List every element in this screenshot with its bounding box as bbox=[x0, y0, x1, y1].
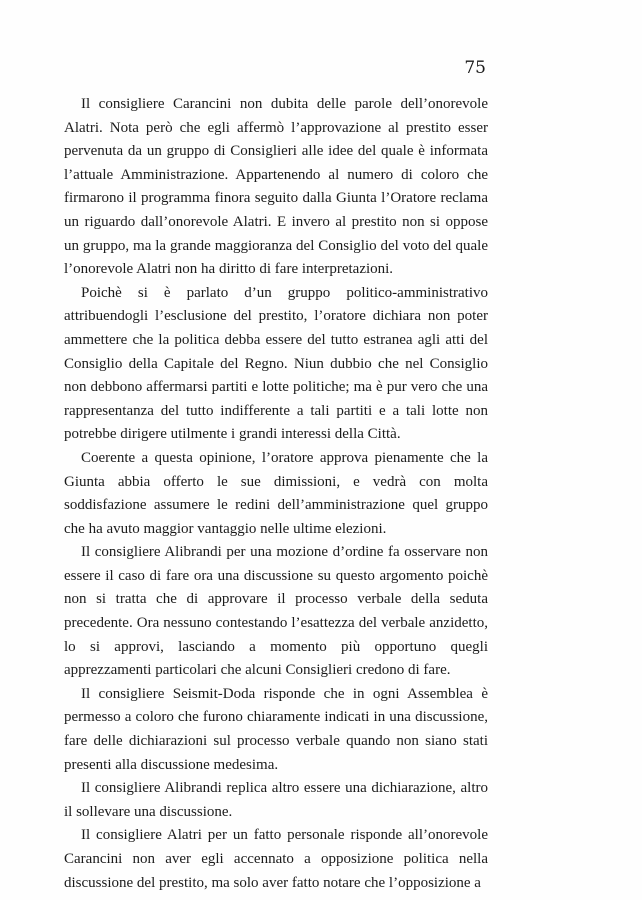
paragraph-alibrandi-mozione: Il consigliere Alibrandi per una mozione d’ordine fa osservare non essere il caso di fare ora una discussione su questo argomento poichè non si tratta che di approvare il processo verbale della seduta precedente. Ora nessuno contestando l’esattezza del verbale anzidetto, lo si approvi, lasciando a momento più opportuno quegli apprezzamenti particolari che alcuni Consiglieri credono di fare. bbox=[64, 544, 488, 679]
paragraph-seismit-doda: Il consigliere Seismit-Doda risponde che in ogni Assemblea è permesso a coloro che furono chiaramente indicati in una discussione, fare delle dichiarazioni sul processo verbale quando non siano stati presenti alla discussione medesima. bbox=[64, 685, 488, 773]
paragraph-alatri: Il consigliere Alatri per un fatto personale risponde all’onorevole Carancini non aver egli accennato a opposizione politica nella discussione del prestito, ma solo aver fatto notare che l’opposizione a bbox=[64, 827, 488, 891]
page-number: 75 bbox=[464, 58, 486, 78]
body-text bbox=[64, 93, 488, 895]
paragraph-coerente: Coerente a questa opinione, l’oratore approva pienamente che la Giunta abbia offerto le sue dimissioni, e vedrà con molta soddisfazione assumere le redini dell’amministrazione quel gruppo che ha avuto maggior vantaggio nelle ultime elezioni. bbox=[64, 449, 488, 537]
paragraph-carancini: Il consigliere Carancini non dubita delle parole dell’onorevole Alatri. Nota però che egli affermò l’approvazione al prestito esser pervenuta da un gruppo di Consiglieri alle idee del quale è informata l’attuale Amministrazione. Appartenendo al numero di coloro che firmarono il programma finora seguito dalla Giunta l’Oratore reclama un riguardo dall’onorevole Alatri. E invero al prestito non si oppose un gruppo, ma la grande maggioranza del Consiglio del voto del quale l’onorevole Alatri non ha diritto di fare interpretazioni. bbox=[64, 96, 488, 278]
paragraph-gruppo-politico: Poichè si è parlato d’un gruppo politico-amministrativo attribuendogli l’esclusione del prestito, l’oratore dichiara non poter ammettere che la politica debba essere del tutto estranea agli atti del Consiglio della Capitale del Regno. Niun dubbio che nel Consiglio non debbono affermarsi partiti e lotte politiche; ma è pur vero che una rappresentanza del tutto indifferente a tali partiti e a tali lotte non potrebbe dirigere utilmente i grandi interessi della Città. bbox=[64, 284, 488, 443]
paragraph-alibrandi-replica: Il consigliere Alibrandi replica altro essere una dichiarazione, altro il sollevare una discussione. bbox=[64, 780, 488, 820]
